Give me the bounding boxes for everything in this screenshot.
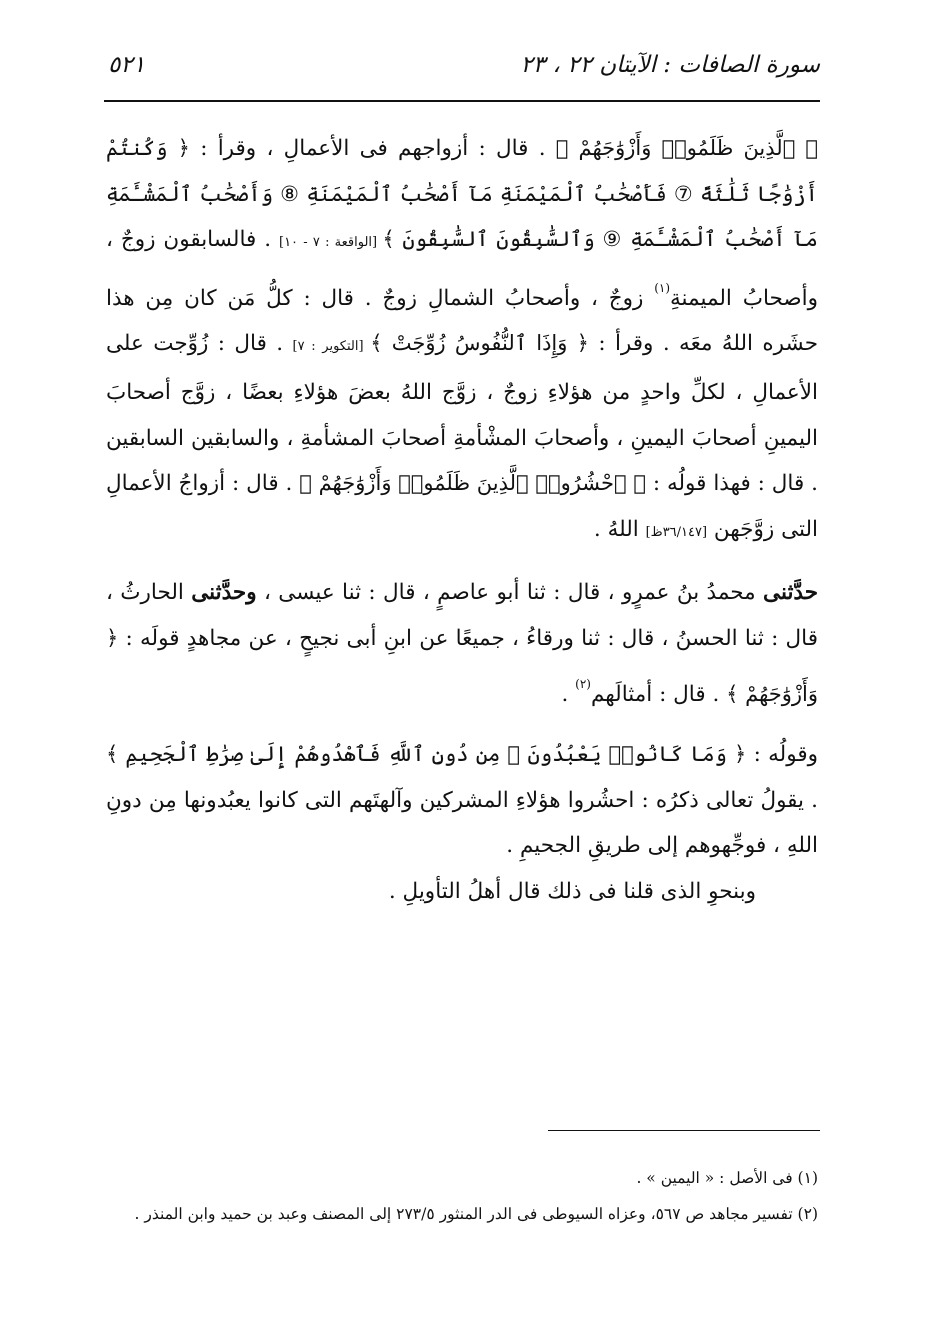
running-header: [108, 44, 820, 94]
surah-reference: [الواقعة : ٧ - ١٠]: [278, 235, 383, 251]
commentary-text: وقولُه :: [746, 742, 818, 768]
surah-reference: [التكوير : ٧]: [292, 339, 371, 355]
paragraph-2: [106, 570, 818, 717]
footnote-rule: [548, 1130, 820, 1131]
quran-quote: ﴿ ٱلَّذِينَ ظَلَمُوا۟ وَأَزْوَٰجَهُمْ ﴾: [555, 136, 818, 160]
footnote-marker: (٢): [575, 676, 591, 691]
isnad-keyword: حدَّثنى: [763, 580, 818, 606]
isnad-text: محمدُ بنُ عمرٍو ، قال : ثنا أبو عاصمٍ ، قال : ثنا عيسى ،: [256, 580, 764, 606]
quran-quote: ﴿ وَكُنتُمْ أَزْوَٰجًا ثَلَٰثَةً ⑦ فَأَصْحَٰبُ ٱلْمَيْمَنَةِ مَآ أَصْحَٰبُ ٱلْمَيْمَنَةِ ⑧ وَأَصْحَٰبُ ٱلْمَشْـَٔمَةِ مَآ أَصْحَٰبُ ٱلْمَشْـَٔمَةِ ⑨ وَٱلسَّٰبِقُونَ ٱلسَّٰبِقُونَ ﴾: [106, 136, 818, 252]
quran-quote: ﴿ وَإِذَا ٱلنُّفُوسُ زُوِّجَتْ ﴾: [370, 331, 589, 356]
commentary-text: وبنحوِ الذى قلنا فى ذلك قال أهلُ التأويلِ .: [388, 878, 756, 904]
header-rule: [104, 100, 820, 102]
commentary-text: . فالسابقون زوجٌ ، وأصحابُ الميمنةِ: [106, 227, 818, 311]
commentary-text: .: [561, 681, 576, 707]
main-text: [106, 126, 818, 915]
footnotes: [106, 1164, 818, 1236]
commentary-text: . قال : أمثالَهم: [590, 681, 727, 707]
header-title: سورة الصافات : الآيتان ٢٢ ، ٢٣: [520, 52, 820, 78]
paragraph-4: [106, 869, 818, 915]
commentary-text: زوجٌ ، وأصحابُ الشمالِ زوجٌ . قال : كلُّ مَن كان مِن هذا حشَره اللهُ معَه . وقرأ :: [106, 285, 818, 357]
commentary-text: . يقولُ تعالى ذكرُه : احشُروا هؤلاءِ المشركين وآلهتَهم التى كانوا يعبُدونها مِن دونِ اللهِ ، فوجِّهوهم إلى طريقِ الجحيمِ .: [106, 787, 818, 859]
commentary-text: . قال : زُوِّجت على الأعمالِ ، لكلِّ واحدٍ من هؤلاءِ زوجٌ ، زوَّج اللهُ بعضَ هؤلاءِ بعضًا ، زوَّج أصحابَ اليمينِ أصحابَ اليمينِ ، وأصحابَ المشْأمةِ أصحابَ المشأمةِ ، والسابقين السابقين . قال : فهذا قولُه :: [106, 331, 818, 497]
isnad-keyword: وحدَّثنى: [191, 580, 257, 606]
footnote-1: (١) فى الأصل : « اليمين » .: [636, 1169, 818, 1187]
isnad-text: الحارثُ ، قال : ثنا الحسنُ ، قال : ثنا ورقاءُ ، جميعًا عن ابنِ أبى نجيحٍ ، عن مجاهدٍ قولَه :: [106, 580, 818, 651]
page-number: ٥٢١: [108, 52, 146, 78]
quran-quote: ﴿ وَأَزْوَٰجَهُمْ ﴾: [106, 625, 818, 706]
footnote-marker: (١): [654, 280, 671, 295]
paragraph-1: [106, 126, 818, 555]
manuscript-reference: [٣٦/١٤٧ظ]: [645, 524, 708, 540]
paragraph-3: [106, 732, 818, 869]
commentary-text: . قال : أزواجُ الأعمالِ التى زوَّجَهن: [106, 471, 818, 542]
footnote-2: (٢) تفسير مجاهد ص ٥٦٧، وعزاه السيوطى فى الدر المنثور ٢٧٣/٥ إلى المصنف وعبد بن حميد وابن المنذر .: [134, 1205, 818, 1223]
commentary-text: . قال : أزواجهم فى الأعمالِ ، وقرأ :: [189, 136, 556, 161]
quran-quote: ﴿ ٱحْشُرُوا۟ ٱلَّذِينَ ظَلَمُوا۟ وَأَزْوَٰجَهُمْ ﴾: [299, 471, 646, 496]
quran-quote: ﴿ وَمَا كَانُوا۟ يَعْبُدُونَ ㉒ مِن دُونِ ٱللَّهِ فَٱهْدُوهُمْ إِلَىٰ صِرَٰطِ ٱلْجَحِيمِ ﴾: [106, 742, 747, 767]
commentary-text: اللهُ .: [593, 516, 646, 542]
